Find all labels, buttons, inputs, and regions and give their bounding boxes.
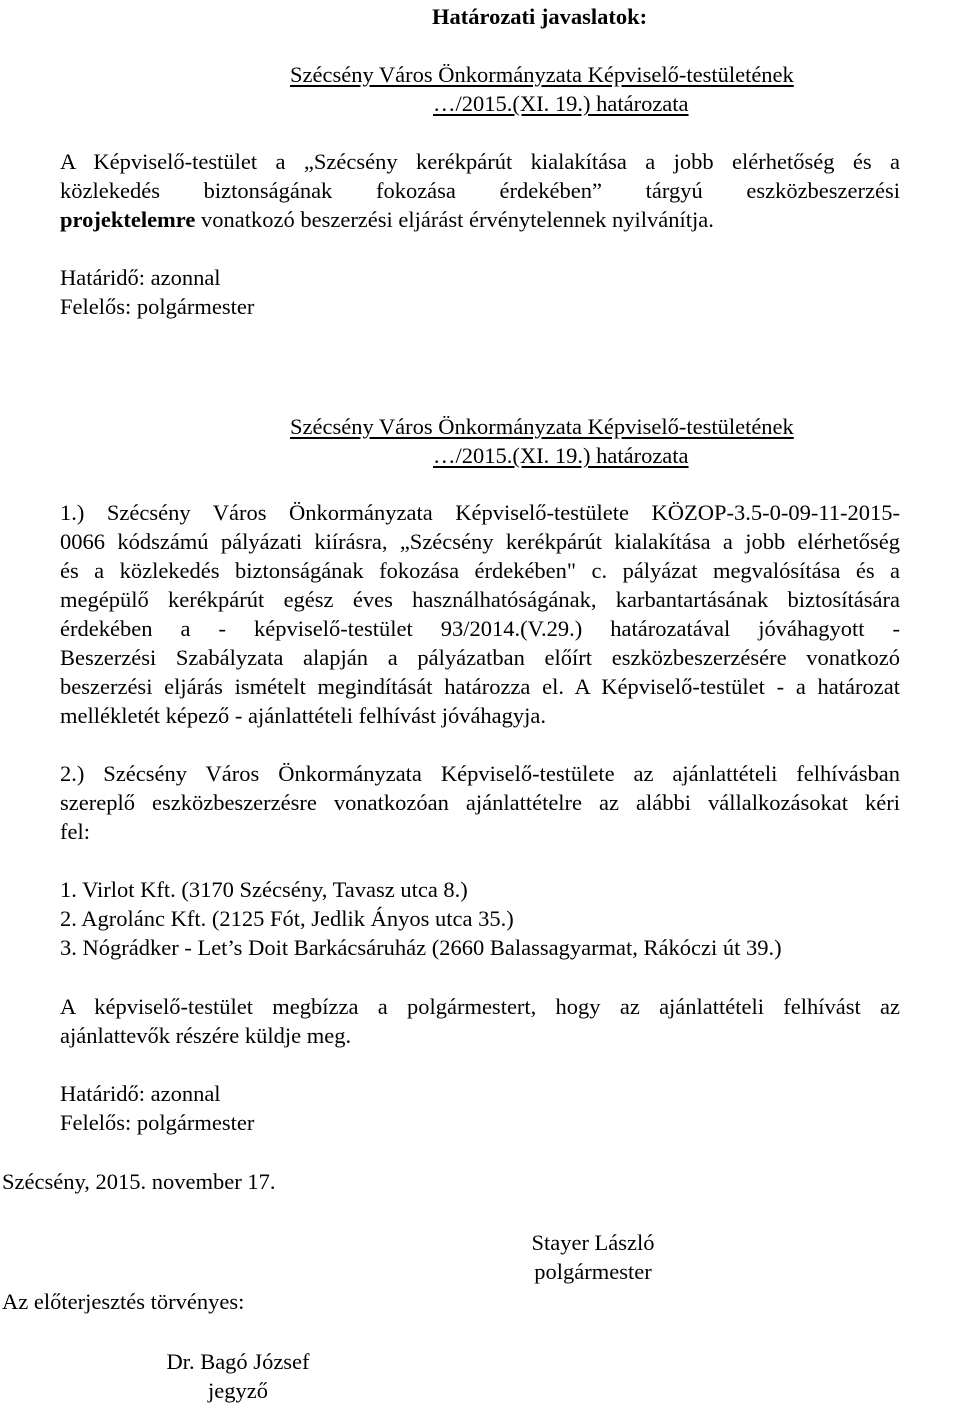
resolution1-title-line1: Szécsény Város Önkormányzata Képviselő-testületének [290,62,794,87]
place-date: Szécsény, 2015. november 17. [2,1169,276,1194]
resolution2-responsible: Felelős: polgármester [60,1110,255,1135]
resolution2-p1-line: érdekében a - képviselő-testület 93/2014.(V.29.) határozatával jóváhagyott - [60,616,900,641]
resolution2-deadline: Határidő: azonnal [60,1081,221,1106]
resolution1-body-line2: közlekedés biztonságának fokozása érdekében” tárgyú eszközbeszerzési [60,178,900,203]
resolution1-body-line3 [60,205,714,234]
resolution1-body-line1: A Képviselő-testület a „Szécsény kerékpárút kialakítása a jobb elérhetőség és a [60,149,900,174]
company-list-item: 2. Agrolánc Kft. (2125 Fót, Jedlik Ányos utca 35.) [60,906,514,931]
notary-name: Dr. Bagó József [166,1349,310,1374]
company-list-item: 1. Virlot Kft. (3170 Szécsény, Tavasz utca 8.) [60,877,468,902]
resolution2-p1-line: megépülő kerékpárút egész éves használhatóságának, karbantartásának biztosítására [60,587,900,612]
signatory-name: Stayer László [531,1230,655,1255]
resolution2-p1-line: beszerzési eljárás ismételt megindítását határozza el. A Képviselő-testület - a határozat [60,674,900,699]
resolution1-body-line3-rest: vonatkozó beszerzési eljárást érvénytelennek nyilvánítja. [195,207,714,232]
resolution2-title-line1: Szécsény Város Önkormányzata Képviselő-testületének [290,414,794,439]
resolution2-p3-line: ajánlattevők részére küldje meg. [60,1023,352,1048]
resolution2-p1-line: 0066 kódszámú pályázati kiírásra, „Szécsény kerékpárút kialakítása a jobb elérhetőség [60,529,900,554]
signatory-title: polgármester [534,1259,652,1284]
notary-title: jegyző [208,1378,268,1403]
resolution2-p3-line: A képviselő-testület megbízza a polgármestert, hogy az ajánlattételi felhívást az [60,994,900,1019]
resolution1-title-line2: …/2015.(XI. 19.) határozata [433,91,689,116]
company-list-item: 3. Nógrádker - Let’s Doit Barkácsáruház (2660 Balassagyarmat, Rákóczi út 39.) [60,935,782,960]
resolution2-p2-line: szereplő eszközbeszerzésre vonatkozóan ajánlattételre az alábbi vállalkozásokat kéri [60,790,900,815]
resolution2-p2-line: fel: [60,819,90,844]
resolution2-p1-line: 1.) Szécsény Város Önkormányzata Képviselő-testülete KÖZOP-3.5-0-09-11-2015- [60,500,900,525]
resolution2-title-line2: …/2015.(XI. 19.) határozata [433,443,689,468]
resolution1-bold-term: projektelemre [60,207,196,232]
resolution2-p1-line: és a közlekedés biztonságának fokozása érdekében" c. pályázat megvalósítása és a [60,558,900,583]
resolution2-p1-line: Beszerzési Szabályzata alapján a pályázatban előírt eszközbeszerzésére vonatkozó [60,645,900,670]
resolution1-deadline: Határidő: azonnal [60,265,221,290]
resolution1-responsible: Felelős: polgármester [60,294,255,319]
resolution2-p1-line: mellékletét képező - ajánlattételi felhívást jóváhagyja. [60,703,547,728]
legality-label: Az előterjesztés törvényes: [2,1289,245,1314]
document-heading: Határozati javaslatok: [432,4,648,29]
resolution2-p2-line: 2.) Szécsény Város Önkormányzata Képviselő-testülete az ajánlattételi felhívásban [60,761,900,786]
